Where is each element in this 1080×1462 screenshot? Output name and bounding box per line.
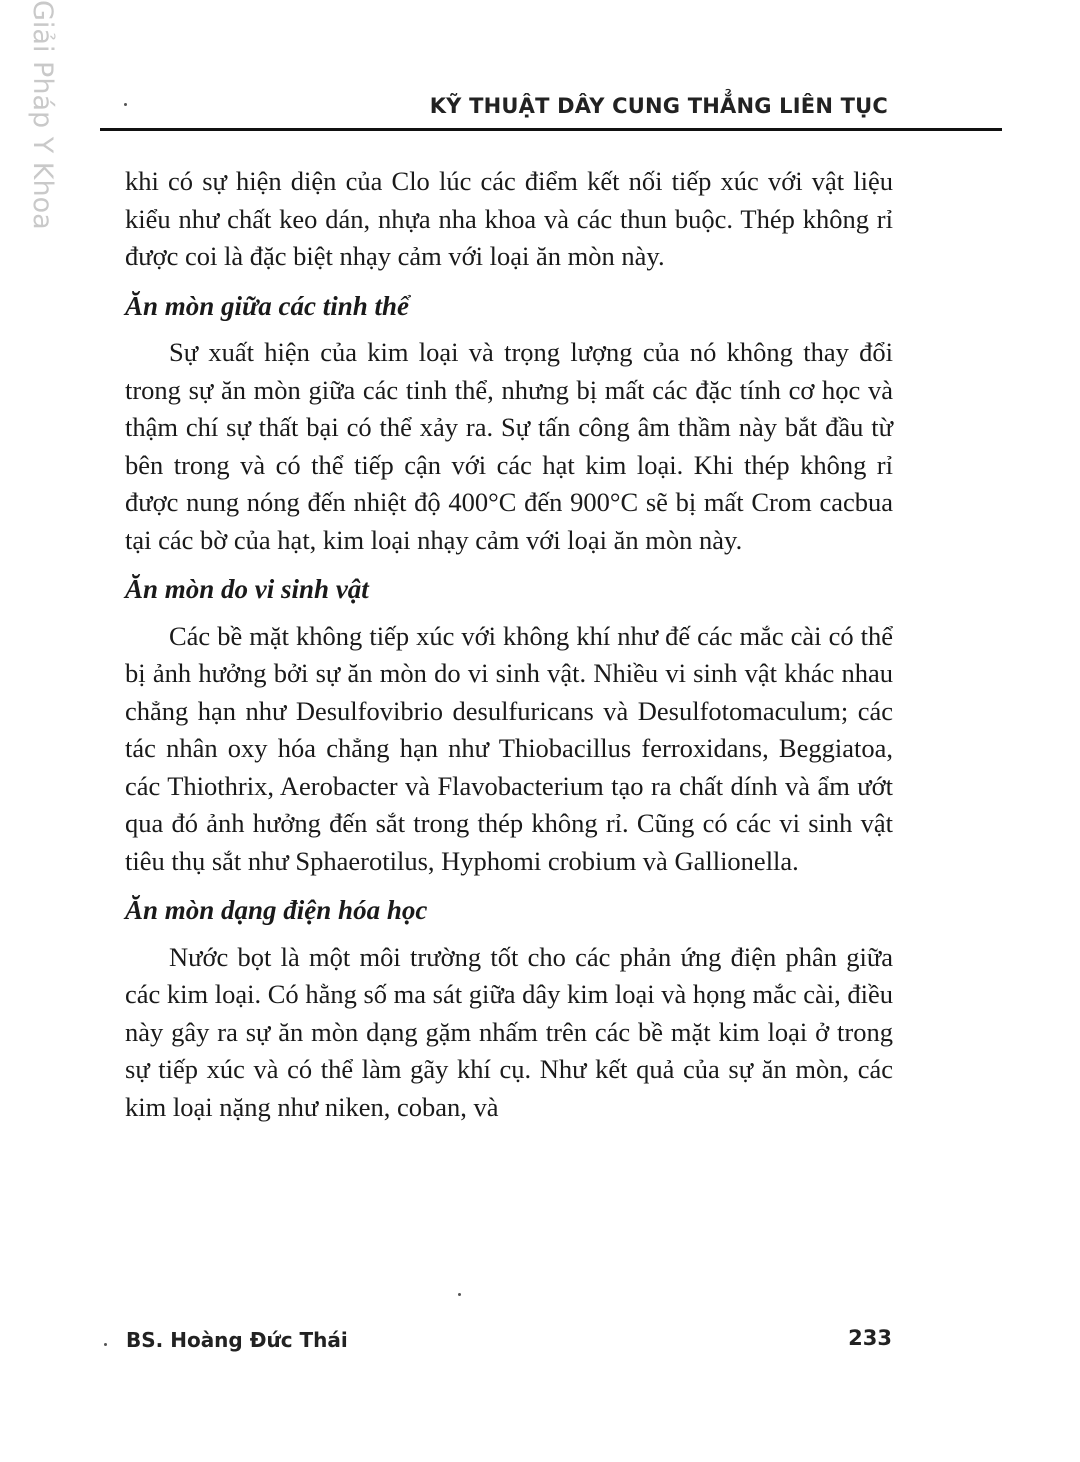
header-rule [100,128,1002,131]
section-text-intergranular: Sự xuất hiện của kim loại và trọng lượng của nó không thay đổi trong sự ăn mòn giữa các tinh thể, nhưng bị mất các đặc tính cơ học và thậm chí sự thất bại có thể xảy ra. Sự tấn công âm thầm này bắt đầu từ bên trong và có thể tiếp cận với các hạt kim loại. Khi thép không rỉ được nung nóng đến nhiệt độ 400°C đến 900°C sẽ bị mất Crom cacbua tại các bờ của hạt, kim loại nhạy cảm với loại ăn mòn này. [125,337,893,555]
watermark: Giải Pháp Y Khoa [27,0,58,230]
scan-speck [458,1293,461,1296]
section-text-electrochemical: Nước bọt là một môi trường tốt cho các phản ứng điện phân giữa các kim loại. Có hằng số ma sát giữa dây kim loại và họng mắc cài, điều này gây ra sự ăn mòn dạng gặm nhấm trên các bề mặt kim loại ở trong sự tiếp xúc và có thể làm gãy khí cụ. Như kết quả của sự ăn mòn, các kim loại nặng như niken, coban, và [125,941,893,1122]
section-heading-intergranular: Ăn mòn giữa các tinh thể [125,290,409,321]
footer-author: BS. Hoàng Đức Thái [126,1328,348,1352]
scan-speck [104,1343,107,1346]
intro-paragraph: khi có sự hiện diện của Clo lúc các điểm kết nối tiếp xúc với vật liệu kiểu như chất keo dán, nhựa nha khoa và các thun buộc. Thép không rỉ được coi là đặc biệt nhạy cảm với loại ăn mòn này. [125,166,893,271]
section-text-microbial: Các bề mặt không tiếp xúc với không khí như đế các mắc cài có thể bị ảnh hưởng bởi sự ăn mòn do vi sinh vật. Nhiều vi sinh vật khác nhau chẳng hạn như Desulfovibrio desulfuricans và Desulfotomaculum; các tác nhân oxy hóa chẳng hạn như Thiobacillus ferroxidans, Beggiatoa, các Thiothrix, Aerobacter và Flavobacterium tạo ra chất dính và ẩm ướt qua đó ảnh hưởng đến sắt trong thép không rỉ. Cũng có các vi sinh vật tiêu thụ sắt như Sphaerotilus, Hyphomi crobium và Gallionella. [125,620,893,876]
page-number: 233 [848,1326,892,1350]
running-header: KỸ THUẬT DÂY CUNG THẲNG LIÊN TỤC [429,94,888,118]
section-heading-electrochemical: Ăn mòn dạng điện hóa học [125,895,428,925]
section-heading-microbial: Ăn mòn do vi sinh vật [125,574,369,604]
page-body [125,163,893,1126]
